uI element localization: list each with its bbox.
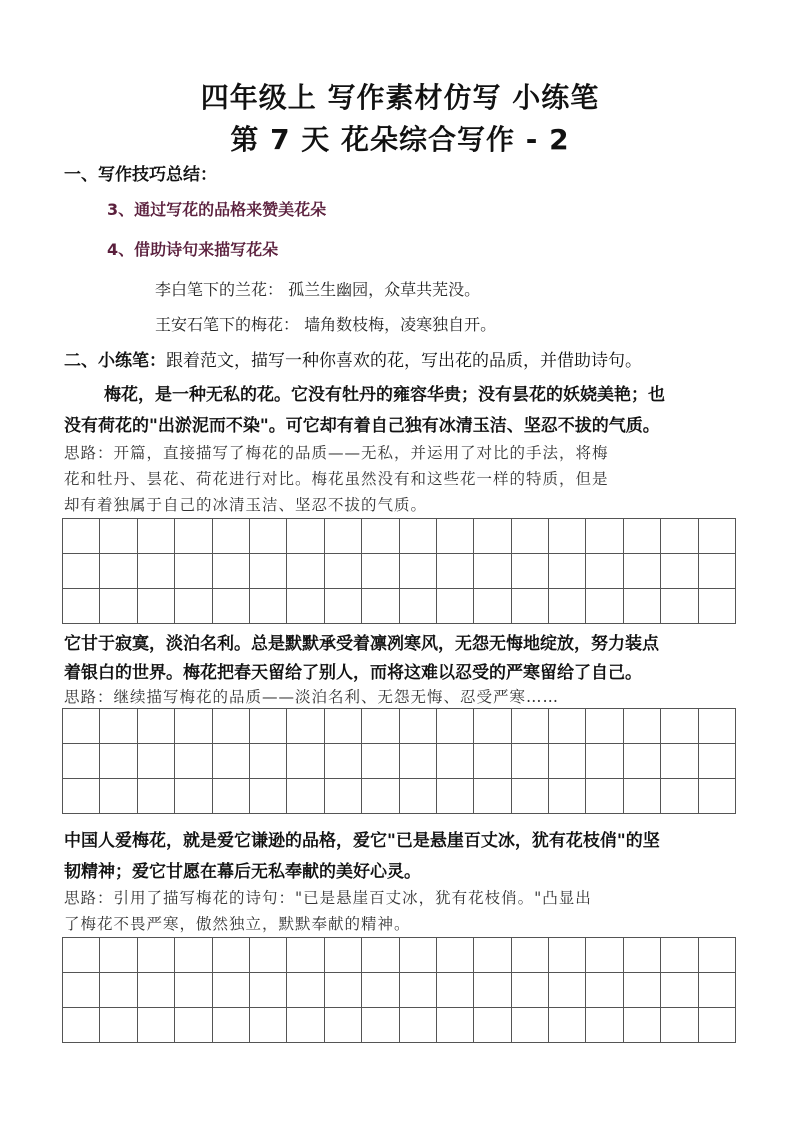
grid-cell[interactable] <box>212 938 249 973</box>
grid-cell[interactable] <box>287 973 324 1008</box>
grid-cell[interactable] <box>100 744 137 779</box>
grid-cell[interactable] <box>474 1008 511 1043</box>
grid-cell[interactable] <box>63 1008 100 1043</box>
grid-cell[interactable] <box>287 554 324 589</box>
grid-cell[interactable] <box>661 1008 698 1043</box>
grid-cell[interactable] <box>623 1008 660 1043</box>
grid-cell[interactable] <box>362 779 399 814</box>
grid-cell[interactable] <box>623 709 660 744</box>
grid-cell[interactable] <box>698 779 735 814</box>
grid-cell[interactable] <box>549 589 586 624</box>
grid-cell[interactable] <box>549 519 586 554</box>
grid-cell[interactable] <box>249 589 286 624</box>
grid-cell[interactable] <box>623 554 660 589</box>
grid-cell[interactable] <box>63 938 100 973</box>
grid-cell[interactable] <box>324 589 361 624</box>
grid-cell[interactable] <box>249 554 286 589</box>
grid-cell[interactable] <box>436 744 473 779</box>
grid-cell[interactable] <box>137 589 174 624</box>
grid-cell[interactable] <box>175 589 212 624</box>
grid-cell[interactable] <box>549 554 586 589</box>
passage-1-thinking-2: 花和牡丹、昙花、荷花进行对比。梅花虽然没有和这些花一样的特质，但是 <box>64 470 609 488</box>
grid-cell[interactable] <box>586 554 623 589</box>
grid-cell[interactable] <box>249 744 286 779</box>
grid-row <box>63 744 736 779</box>
grid-cell[interactable] <box>63 554 100 589</box>
grid-cell[interactable] <box>474 554 511 589</box>
grid-cell[interactable] <box>623 938 660 973</box>
grid-cell[interactable] <box>362 519 399 554</box>
grid-row <box>63 554 736 589</box>
grid-cell[interactable] <box>100 519 137 554</box>
grid-cell[interactable] <box>698 938 735 973</box>
grid-cell[interactable] <box>212 709 249 744</box>
grid-cell[interactable] <box>212 519 249 554</box>
grid-cell[interactable] <box>175 938 212 973</box>
grid-cell[interactable] <box>474 779 511 814</box>
grid-cell[interactable] <box>586 709 623 744</box>
grid-cell[interactable] <box>549 709 586 744</box>
grid-cell[interactable] <box>511 779 548 814</box>
grid-cell[interactable] <box>474 709 511 744</box>
page-title-line1: 四年级上 写作素材仿写 小练笔 <box>200 81 600 114</box>
grid-cell[interactable] <box>212 779 249 814</box>
grid-cell[interactable] <box>287 519 324 554</box>
poem-example-wanganshi: 王安石笔下的梅花： 墙角数枝梅，凌寒独自开。 <box>155 315 497 334</box>
grid-cell[interactable] <box>100 554 137 589</box>
grid-cell[interactable] <box>249 779 286 814</box>
grid-cell[interactable] <box>436 709 473 744</box>
grid-cell[interactable] <box>212 744 249 779</box>
grid-cell[interactable] <box>212 1008 249 1043</box>
grid-cell[interactable] <box>436 938 473 973</box>
grid-cell[interactable] <box>511 744 548 779</box>
grid-cell[interactable] <box>436 973 473 1008</box>
grid-cell[interactable] <box>63 744 100 779</box>
grid-cell[interactable] <box>399 709 436 744</box>
grid-cell[interactable] <box>586 973 623 1008</box>
grid-cell[interactable] <box>661 744 698 779</box>
section1-heading: 一、写作技巧总结： <box>64 165 217 185</box>
grid-row <box>63 779 736 814</box>
section2-instruction: 跟着范文，描写一种你喜欢的花，写出花的品质，并借助诗句。 <box>166 351 642 371</box>
grid-row <box>63 1008 736 1043</box>
grid-cell[interactable] <box>362 744 399 779</box>
grid-cell[interactable] <box>324 709 361 744</box>
grid-cell[interactable] <box>324 779 361 814</box>
grid-cell[interactable] <box>287 709 324 744</box>
grid-cell[interactable] <box>137 744 174 779</box>
grid-cell[interactable] <box>249 973 286 1008</box>
grid-row <box>63 973 736 1008</box>
grid-cell[interactable] <box>63 519 100 554</box>
grid-cell[interactable] <box>175 519 212 554</box>
grid-cell[interactable] <box>324 1008 361 1043</box>
grid-cell[interactable] <box>661 709 698 744</box>
passage-1-line-2: 没有荷花的"出淤泥而不染"。可它却有着自己独有冰清玉洁、坚忍不拔的气质。 <box>64 416 660 436</box>
grid-cell[interactable] <box>698 973 735 1008</box>
grid-cell[interactable] <box>436 1008 473 1043</box>
grid-cell[interactable] <box>175 709 212 744</box>
grid-cell[interactable] <box>586 744 623 779</box>
grid-cell[interactable] <box>698 744 735 779</box>
grid-cell[interactable] <box>249 709 286 744</box>
grid-cell[interactable] <box>324 973 361 1008</box>
grid-cell[interactable] <box>362 709 399 744</box>
grid-cell[interactable] <box>63 973 100 1008</box>
passage-1-line-1: 梅花，是一种无私的花。它没有牡丹的雍容华贵；没有昙花的妖娆美艳；也 <box>104 385 665 405</box>
grid-cell[interactable] <box>63 779 100 814</box>
grid-cell[interactable] <box>100 709 137 744</box>
grid-cell[interactable] <box>474 589 511 624</box>
grid-cell[interactable] <box>175 973 212 1008</box>
grid-cell[interactable] <box>287 744 324 779</box>
grid-cell[interactable] <box>399 973 436 1008</box>
grid-row <box>63 938 736 973</box>
grid-cell[interactable] <box>698 589 735 624</box>
grid-cell[interactable] <box>511 709 548 744</box>
passage-1-thinking-1: 思路：开篇，直接描写了梅花的品质——无私，并运用了对比的手法，将梅 <box>64 444 609 462</box>
grid-cell[interactable] <box>436 589 473 624</box>
grid-cell[interactable] <box>100 589 137 624</box>
grid-cell[interactable] <box>212 973 249 1008</box>
grid-cell[interactable] <box>661 589 698 624</box>
grid-cell[interactable] <box>362 554 399 589</box>
grid-cell[interactable] <box>399 779 436 814</box>
grid-cell[interactable] <box>100 1008 137 1043</box>
passage-3-thinking-1: 思路：引用了描写梅花的诗句："已是悬崖百丈冰，犹有花枝俏。"凸显出 <box>64 889 592 907</box>
grid-cell[interactable] <box>511 554 548 589</box>
grid-cell[interactable] <box>324 554 361 589</box>
grid-cell[interactable] <box>511 519 548 554</box>
grid-cell[interactable] <box>698 519 735 554</box>
grid-cell[interactable] <box>698 1008 735 1043</box>
grid-cell[interactable] <box>698 709 735 744</box>
grid-cell[interactable] <box>249 938 286 973</box>
grid-cell[interactable] <box>623 779 660 814</box>
grid-row <box>63 519 736 554</box>
passage-3-line-2: 韧精神；爱它甘愿在幕后无私奉献的美好心灵。 <box>64 862 421 882</box>
grid-cell[interactable] <box>511 589 548 624</box>
passage-3-line-1: 中国人爱梅花，就是爱它谦逊的品格，爱它"已是悬崖百丈冰，犹有花枝俏"的坚 <box>64 831 660 851</box>
poem-example-libai: 李白笔下的兰花： 孤兰生幽园，众草共芜没。 <box>155 280 481 299</box>
grid-cell[interactable] <box>287 589 324 624</box>
grid-cell[interactable] <box>436 779 473 814</box>
grid-cell[interactable] <box>399 554 436 589</box>
grid-cell[interactable] <box>586 938 623 973</box>
grid-cell[interactable] <box>511 973 548 1008</box>
grid-cell[interactable] <box>100 973 137 1008</box>
grid-cell[interactable] <box>137 1008 174 1043</box>
grid-cell[interactable] <box>661 779 698 814</box>
grid-cell[interactable] <box>324 519 361 554</box>
grid-cell[interactable] <box>623 973 660 1008</box>
grid-cell[interactable] <box>661 519 698 554</box>
page-title-line2: 第 7 天 花朵综合写作 - 2 <box>230 123 570 156</box>
grid-cell[interactable] <box>137 709 174 744</box>
grid-cell[interactable] <box>474 938 511 973</box>
grid-cell[interactable] <box>175 779 212 814</box>
passage-2-line-1: 它甘于寂寞，淡泊名利。总是默默承受着凛冽寒风，无怨无悔地绽放，努力装点 <box>64 634 659 654</box>
grid-cell[interactable] <box>249 519 286 554</box>
grid-cell[interactable] <box>661 938 698 973</box>
grid-cell[interactable] <box>399 938 436 973</box>
passage-2-thinking-1: 思路：继续描写梅花的品质——淡泊名利、无怨无悔、忍受严寒…… <box>64 688 560 706</box>
grid-row <box>63 589 736 624</box>
section2-heading <box>64 346 642 371</box>
grid-cell[interactable] <box>436 554 473 589</box>
grid-cell[interactable] <box>324 744 361 779</box>
grid-cell[interactable] <box>586 1008 623 1043</box>
passage-3-thinking-2: 了梅花不畏严寒，傲然独立，默默奉献的精神。 <box>64 915 411 933</box>
grid-cell[interactable] <box>474 973 511 1008</box>
writing-grid-3[interactable] <box>62 937 736 1043</box>
grid-cell[interactable] <box>324 938 361 973</box>
grid-cell[interactable] <box>63 589 100 624</box>
grid-cell[interactable] <box>549 779 586 814</box>
grid-cell[interactable] <box>249 1008 286 1043</box>
section2-label: 二、小练笔： <box>64 351 166 371</box>
grid-cell[interactable] <box>549 1008 586 1043</box>
grid-cell[interactable] <box>137 519 174 554</box>
grid-cell[interactable] <box>137 779 174 814</box>
grid-cell[interactable] <box>399 1008 436 1043</box>
grid-cell[interactable] <box>212 589 249 624</box>
grid-cell[interactable] <box>287 779 324 814</box>
grid-cell[interactable] <box>549 744 586 779</box>
grid-cell[interactable] <box>511 938 548 973</box>
grid-cell[interactable] <box>698 554 735 589</box>
grid-cell[interactable] <box>287 1008 324 1043</box>
grid-cell[interactable] <box>474 744 511 779</box>
grid-cell[interactable] <box>63 709 100 744</box>
grid-cell[interactable] <box>399 519 436 554</box>
grid-cell[interactable] <box>661 973 698 1008</box>
grid-cell[interactable] <box>287 938 324 973</box>
grid-cell[interactable] <box>100 938 137 973</box>
grid-cell[interactable] <box>137 938 174 973</box>
grid-cell[interactable] <box>586 519 623 554</box>
grid-cell[interactable] <box>212 554 249 589</box>
grid-cell[interactable] <box>137 973 174 1008</box>
grid-cell[interactable] <box>100 779 137 814</box>
grid-cell[interactable] <box>137 554 174 589</box>
grid-cell[interactable] <box>623 589 660 624</box>
grid-cell[interactable] <box>474 519 511 554</box>
grid-cell[interactable] <box>623 519 660 554</box>
grid-cell[interactable] <box>661 554 698 589</box>
grid-cell[interactable] <box>175 744 212 779</box>
technique-item-3: 3、通过写花的品格来赞美花朵 <box>107 200 327 219</box>
grid-cell[interactable] <box>362 973 399 1008</box>
grid-cell[interactable] <box>399 744 436 779</box>
passage-1-thinking-3: 却有着独属于自己的冰清玉洁、坚忍不拔的气质。 <box>64 496 428 514</box>
writing-grid-1[interactable] <box>62 518 736 624</box>
grid-cell[interactable] <box>399 589 436 624</box>
passage-2-line-2: 着银白的世界。梅花把春天留给了别人，而将这难以忍受的严寒留给了自己。 <box>64 663 642 683</box>
grid-cell[interactable] <box>549 973 586 1008</box>
grid-cell[interactable] <box>175 1008 212 1043</box>
grid-cell[interactable] <box>362 1008 399 1043</box>
writing-grid-2[interactable] <box>62 708 736 814</box>
grid-cell[interactable] <box>362 589 399 624</box>
grid-cell[interactable] <box>623 744 660 779</box>
grid-cell[interactable] <box>362 938 399 973</box>
grid-row <box>63 709 736 744</box>
grid-cell[interactable] <box>175 554 212 589</box>
grid-cell[interactable] <box>586 589 623 624</box>
grid-cell[interactable] <box>586 779 623 814</box>
grid-cell[interactable] <box>549 938 586 973</box>
technique-item-4: 4、借助诗句来描写花朵 <box>107 240 279 259</box>
grid-cell[interactable] <box>511 1008 548 1043</box>
grid-cell[interactable] <box>436 519 473 554</box>
